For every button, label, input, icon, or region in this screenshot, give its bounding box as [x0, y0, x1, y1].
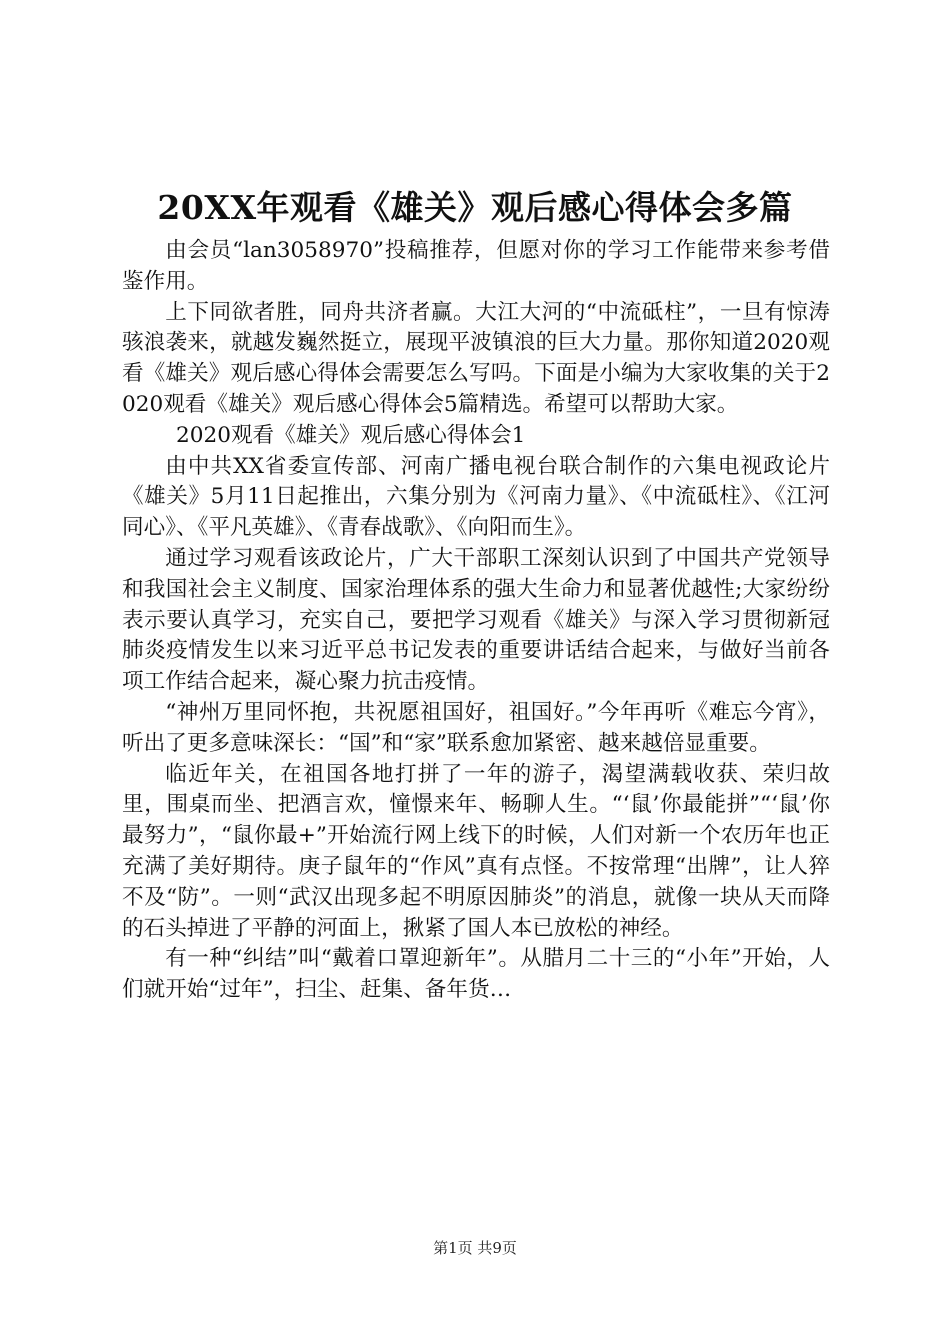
body-paragraph: 由中共XX省委宣传部、河南广播电视台联合制作的六集电视政论片《雄关》5月11日起推出，六集分别为《河南力量》、《中流砥柱》、《江河同心》、《平凡英雄》、《青春战歌》、《向阳而生》。: [122, 453, 830, 541]
section-heading: 2020观看《雄关》观后感心得体会1: [176, 422, 526, 448]
page-footer: 第1页 共9页: [433, 1239, 517, 1257]
intro-paragraph: 由会员“lan3058970”投稿推荐，但愿对你的学习工作能带来参考借鉴作用。: [122, 238, 830, 294]
body-paragraph: 有一种“纠结”叫“戴着口罩迎新年”。从腊月二十三的“小年”开始，人们就开始“过年”，扫尘、赶集、备年货…: [122, 946, 830, 1003]
document-body: [122, 236, 830, 1006]
body-paragraph: 通过学习观看该政论片，广大干部职工深刻认识到了中国共产党领导和我国社会主义制度、国家治理体系的强大生命力和显著优越性;大家纷纷表示要认真学习，充实自己，要把学习观看《雄关》与深入学习贯彻新冠肺炎疫情发生以来习近平总书记发表的重要讲话结合起来，与做好当前各项工作结合起来，凝心聚力抗击疫情。: [122, 545, 830, 695]
opening-paragraph: 上下同欲者胜，同舟共济者赢。大江大河的“中流砥柱”，一旦有惊涛骇浪袭来，就越发巍然挺立，展现平波镇浪的巨大力量。那你知道2020观看《雄关》观后感心得体会需要怎么写吗。下面是小编为大家收集的关于2020观看《雄关》观后感心得体会5篇精选。希望可以帮助大家。: [122, 299, 830, 417]
body-paragraph: “神州万里同怀抱，共祝愿祖国好，祖国好。”今年再听《难忘今宵》，听出了更多意味深长：“国”和“家”联系愈加紧密、越来越倍显重要。: [122, 699, 830, 756]
document-title: 20XX年观看《雄关》观后感心得体会多篇: [157, 188, 793, 227]
body-paragraph: 临近年关，在祖国各地打拼了一年的游子，渴望满载收获、荣归故里，围桌而坐、把酒言欢，憧憬来年、畅聊人生。“‘鼠’你最能拼”“‘鼠’你最努力”，“鼠你最+”开始流行网上线下的时候，人们对新一个农历年也正充满了美好期待。庚子鼠年的“作风”真有点怪。不按常理“出牌”，让人猝不及“防”。一则“武汉出现多起不明原因肺炎”的消息，就像一块从天而降的石头掉进了平静的河面上，揪紧了国人本已放松的神经。: [122, 761, 830, 941]
